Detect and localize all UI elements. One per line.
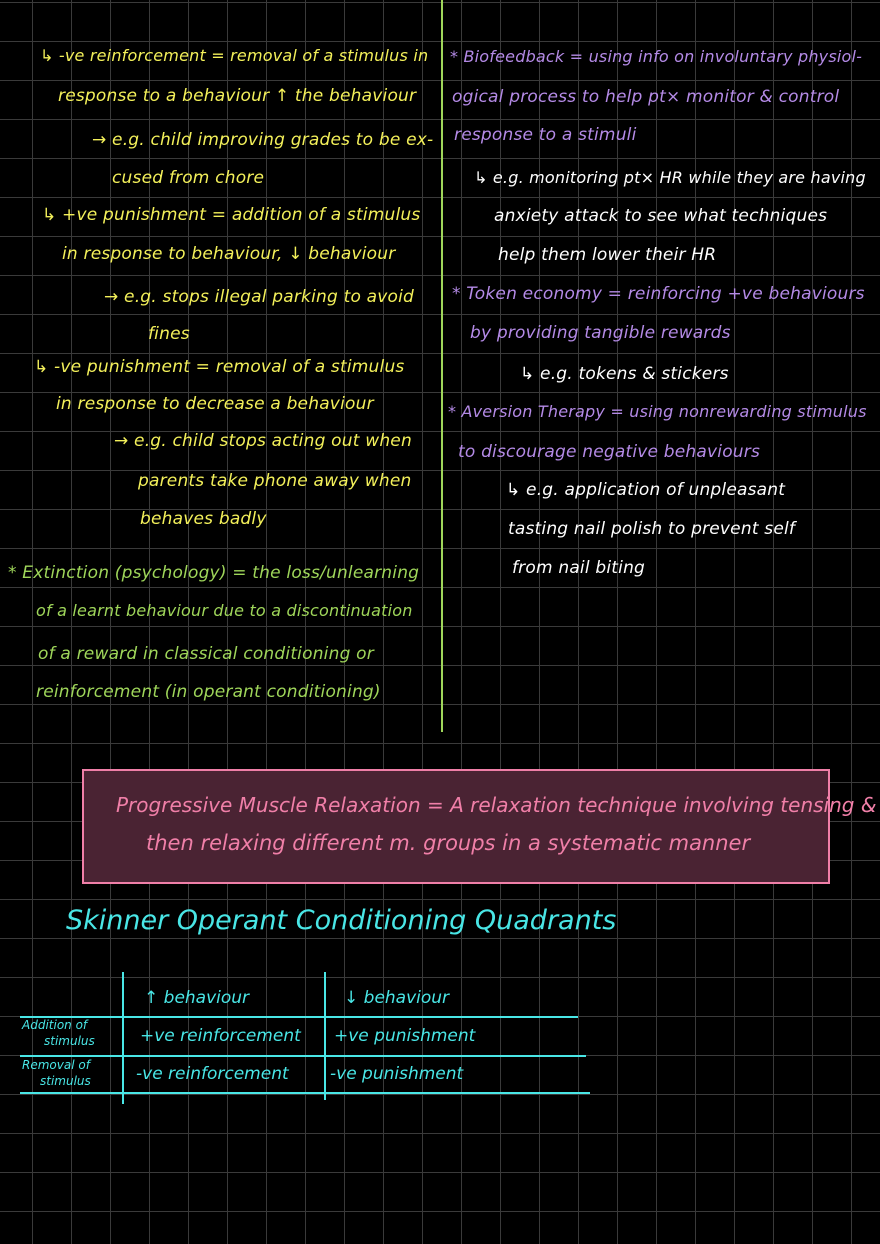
pos-punishment-example2: fines [148,324,190,344]
aversion-therapy-line1: * Aversion Therapy = using nonrewarding stimulus [448,402,867,421]
extinction-line4: reinforcement (in operant conditioning) [36,682,381,702]
col-header-increase: ↑ behaviour [144,988,250,1008]
token-economy-line2: by providing tangible rewards [470,323,731,343]
neg-reinforcement-line2: response to a behaviour ↑ the behaviour [58,86,417,106]
token-economy-line1: * Token economy = reinforcing +ve behaviours [452,284,865,304]
neg-punishment-example1: → e.g. child stops acting out when [114,431,412,451]
aversion-therapy-example2: tasting nail polish to prevent self [508,519,796,539]
biofeedback-example2: anxiety attack to see what techniques [494,206,828,226]
extinction-line2: of a learnt behaviour due to a discontinuation [36,601,413,620]
table-hline-1 [20,1016,578,1018]
neg-punishment-line2: in response to decrease a behaviour [56,394,374,414]
neg-punishment-example2: parents take phone away when [138,471,412,491]
extinction-line1: * Extinction (psychology) = the loss/unlearning [8,563,420,583]
neg-reinforcement-line1: ↳ -ve reinforcement = removal of a stimulus in [40,46,429,65]
cell-pos-reinforcement: +ve reinforcement [140,1026,301,1046]
row-label-addition-line1: Addition of [22,1018,88,1032]
neg-reinforcement-example1: → e.g. child improving grades to be ex- [92,130,434,150]
column-divider [441,0,443,732]
row-label-removal-line2: stimulus [40,1074,91,1088]
biofeedback-example3: help them lower their HR [498,245,717,265]
aversion-therapy-example3: from nail biting [512,558,646,578]
pmr-line1: Progressive Muscle Relaxation = A relaxation technique involving tensing & [116,793,877,817]
cell-neg-reinforcement: -ve reinforcement [136,1064,289,1084]
cell-pos-punishment: +ve punishment [334,1026,476,1046]
row-label-removal-line1: Removal of [22,1058,90,1072]
biofeedback-example1: ↳ e.g. monitoring pt× HR while they are having [474,168,866,187]
quadrants-title: Skinner Operant Conditioning Quadrants [66,905,617,936]
biofeedback-line1: * Biofeedback = using info on involuntary physiol- [450,47,863,66]
extinction-line3: of a reward in classical conditioning or [38,644,374,664]
table-hline-3 [20,1092,590,1094]
pos-punishment-example1: → e.g. stops illegal parking to avoid [104,287,415,307]
neg-reinforcement-example2: cused from chore [112,168,265,188]
table-vline-1 [122,972,124,1104]
col-header-decrease: ↓ behaviour [344,988,450,1008]
neg-punishment-example3: behaves badly [140,509,267,529]
table-hline-2 [20,1055,586,1057]
pmr-line2: then relaxing different m. groups in a systematic manner [146,831,751,855]
aversion-therapy-line2: to discourage negative behaviours [458,442,761,462]
row-label-addition-line2: stimulus [44,1034,95,1048]
table-vline-2 [324,972,326,1100]
aversion-therapy-example1: ↳ e.g. application of unpleasant [506,480,786,500]
pmr-definition-box [82,769,877,884]
cell-neg-punishment: -ve punishment [330,1064,464,1084]
pos-punishment-line1: ↳ +ve punishment = addition of a stimulus [42,205,421,225]
pos-punishment-line2: in response to behaviour, ↓ behaviour [62,244,396,264]
biofeedback-line2: ogical process to help pt× monitor & control [452,87,840,107]
biofeedback-line3: response to a stimuli [454,125,637,145]
token-economy-example1: ↳ e.g. tokens & stickers [520,364,729,384]
neg-punishment-line1: ↳ -ve punishment = removal of a stimulus [34,357,405,377]
